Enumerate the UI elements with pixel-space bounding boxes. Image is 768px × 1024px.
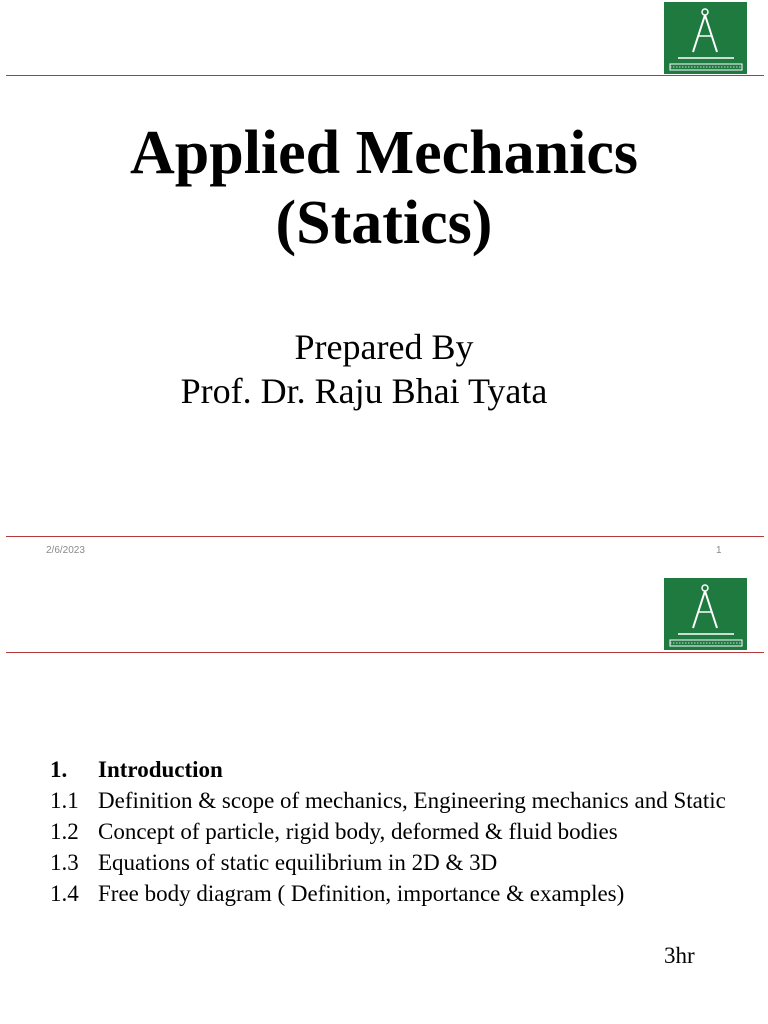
outline-item (50, 847, 750, 878)
outline-item (50, 754, 750, 785)
outline-item (50, 785, 750, 816)
slide-title (0, 118, 768, 258)
outline-number: 1.1 (50, 788, 79, 813)
outline-text: Introduction (98, 757, 223, 782)
outline-text: Definition & scope of mechanics, Engineering mechanics and Static (98, 788, 726, 813)
compass-logo-icon (664, 2, 747, 74)
header-divider (6, 652, 764, 653)
page-number: 1 (716, 545, 722, 556)
duration-label: 3hr (664, 943, 695, 968)
slide-date: 2/6/2023 (46, 545, 85, 556)
compass-logo-icon (664, 578, 747, 650)
outline-text: Equations of static equilibrium in 2D & 3D (98, 850, 498, 875)
footer-divider (6, 536, 764, 537)
title-line-1: Applied Mechanics (129, 119, 639, 187)
author-name: Prof. Dr. Raju Bhai Tyata (180, 371, 548, 411)
course-outline (50, 754, 750, 909)
outline-number: 1. (50, 757, 68, 782)
prepared-by-label: Prepared By (294, 327, 474, 367)
outline-number: 1.4 (50, 881, 79, 906)
title-line-2: (Statics) (275, 189, 493, 257)
outline-number: 1.2 (50, 819, 79, 844)
prepared-by-block (0, 325, 768, 413)
outline-slide (0, 576, 768, 1024)
outline-text: Concept of particle, rigid body, deformed & fluid bodies (98, 819, 618, 844)
header-divider (6, 75, 764, 76)
outline-text: Free body diagram ( Definition, importance & examples) (98, 881, 625, 906)
outline-item (50, 878, 750, 909)
outline-item (50, 816, 750, 847)
outline-number: 1.3 (50, 850, 79, 875)
